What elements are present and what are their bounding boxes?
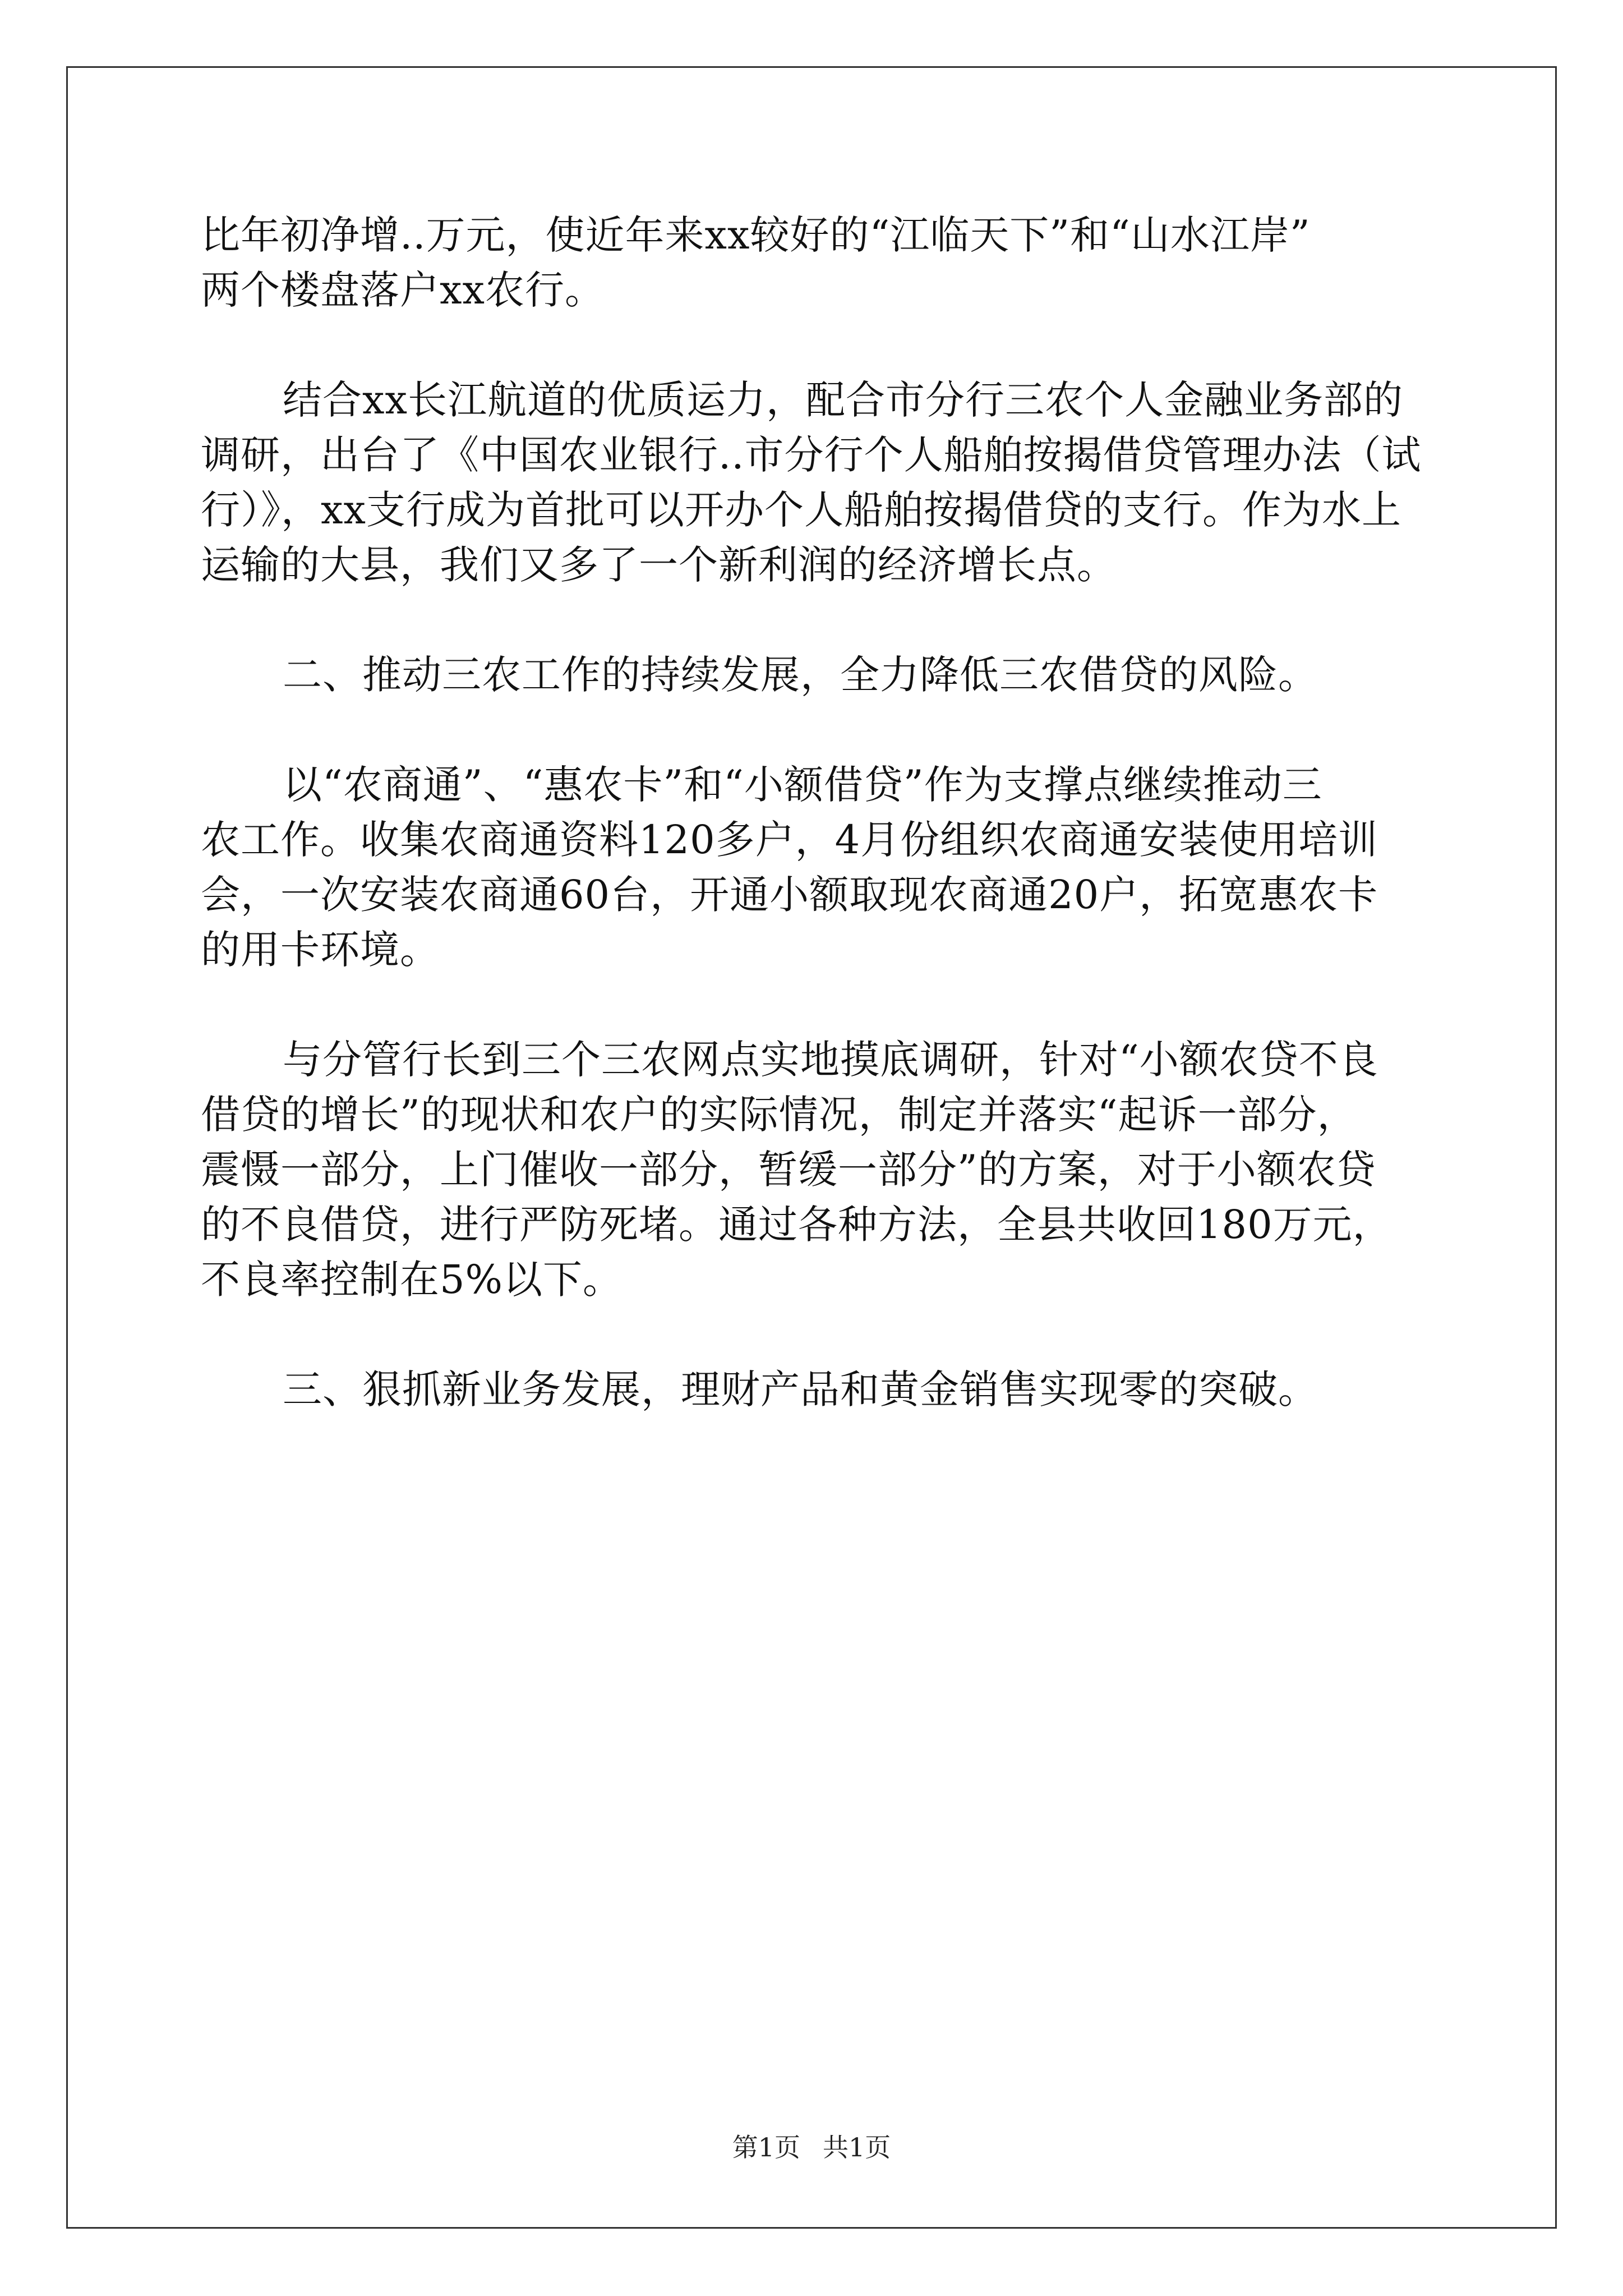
- text-line: 二、推动三农工作的持续发展，全力降低三农借贷的风险。: [283, 652, 1318, 698]
- text-line: 农工作。收集农商通资料120多户，4月份组织农商通安装使用培训: [201, 817, 1378, 863]
- text-line: 震慑一部分，上门催收一部分，暂缓一部分”的方案，对于小额农贷: [201, 1147, 1376, 1193]
- page-footer: [0, 2131, 1623, 2164]
- paragraph: [201, 757, 1429, 977]
- document-body: [201, 208, 1429, 1417]
- text-line: 两个楼盘落户xx农行。: [201, 267, 605, 313]
- text-line: 调研，出台了《中国农业银行..市分行个人船舶按揭借贷管理办法（试: [201, 432, 1422, 478]
- text-line: 三、狠抓新业务发展，理财产品和黄金销售实现零的突破。: [283, 1366, 1318, 1412]
- paragraph: [201, 372, 1429, 592]
- text-line: 运输的大县，我们又多了一个新利润的经济增长点。: [201, 542, 1117, 588]
- text-line: 比年初净增..万元，使近年来xx较好的“江临天下”和“山水江岸”: [201, 212, 1311, 258]
- text-line: 以“农商通”、“惠农卡”和“小额借贷”作为支撑点继续推动三: [283, 762, 1322, 808]
- paragraph: [201, 208, 1429, 318]
- text-line: 结合xx长江航道的优质运力，配合市分行三农个人金融业务部的: [283, 377, 1403, 423]
- text-line: 不良率控制在5%以下。: [201, 1257, 623, 1303]
- text-line: 的用卡环境。: [201, 927, 440, 973]
- page-number-current: 第1页: [732, 2132, 800, 2162]
- section-heading: [201, 1362, 1429, 1417]
- text-line: 会，一次安装农商通60台，开通小额取现农商通20户，拓宽惠农卡: [201, 872, 1378, 918]
- text-line: 行）》，xx支行成为首批可以开办个人船舶按揭借贷的支行。作为水上: [201, 487, 1401, 533]
- text-line: 借贷的增长”的现状和农户的实际情况，制定并落实“起诉一部分，: [201, 1092, 1357, 1138]
- text-line: 与分管行长到三个三农网点实地摸底调研，针对“小额农贷不良: [283, 1037, 1378, 1083]
- section-heading: [201, 647, 1429, 702]
- text-line: 的不良借贷，进行严防死堵。通过各种方法，全县共收回180万元，: [201, 1202, 1393, 1248]
- paragraph: [201, 1032, 1429, 1307]
- page-number-total: 共1页: [823, 2132, 891, 2162]
